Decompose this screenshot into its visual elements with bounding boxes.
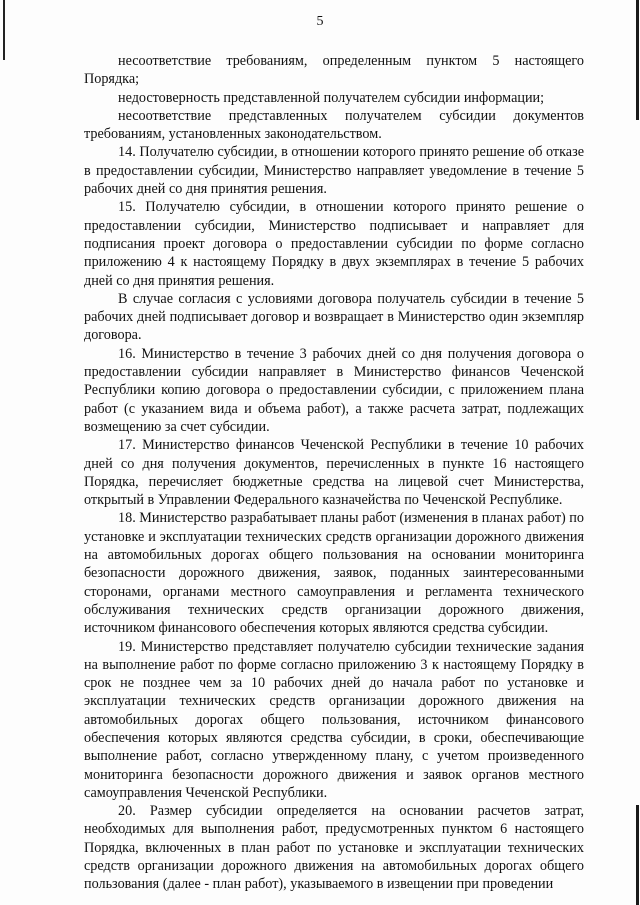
- page-number: 5: [316, 14, 324, 29]
- paragraph-unreliable-information: недостоверность представленной получателем субсидии информации;: [118, 89, 545, 106]
- scan-right-edge-bottom: [636, 805, 639, 905]
- paragraph-15: 15. Получателю субсидии, в отношении которого принято решение о предоставлении субсидии, Министерство подписывает и направляет для подписания проект договора о предоставлении субсидии по форме согласно приложению 4 к настоящему Порядку в двух экземплярах в течение 5 рабочих дней со дня принятия решения.: [84, 199, 584, 289]
- paragraph-15-consent: В случае согласия с условиями договора получатель субсидии в течение 5 рабочих дней подписывает договор и возвращает в Министерство один экземпляр договора.: [84, 290, 584, 344]
- paragraph-noncompliance-documents: несоответствие представленных получателем субсидии документов требованиям, установленных законодательством.: [84, 107, 584, 143]
- paragraph-19: 19. Министерство представляет получателю субсидии технические задания на выполнение работ по форме согласно приложению 3 к настоящему Порядку в срок не позднее чем за 10 рабочих дней до начала работ по установке и эксплуатации технических средств организации дорожного движения на автомобильных дорогах общего пользования, источником финансового обеспечения которых являются средства субсидии, в сроки, обеспечивающие выполнение работ, согласно утвержденному плану, с учетом произведенного мониторинга безопасности дорожного движения и заявок органов местного самоуправления Чеченской Республики.: [84, 638, 584, 801]
- paragraph-14: 14. Получателю субсидии, в отношении которого принято решение об отказе в предоставлении субсидии, Министерство направляет уведомление в течение 5 рабочих дней со дня принятия решения.: [84, 144, 584, 198]
- document-body: [84, 52, 584, 894]
- paragraph-20: 20. Размер субсидии определяется на основании расчетов затрат, необходимых для выполнения работ, предусмотренных пунктом 6 настоящего Порядка, включенных в план работ по установке и эксплуатации технических средств организации дорожного движения на автомобильных дорогах общего пользования (далее - план работ), указываемого в извещении при проведении: [84, 803, 584, 893]
- paragraph-17: 17. Министерство финансов Чеченской Республики в течение 10 рабочих дней со дня получения документов, перечисленных в пункте 16 настоящего Порядка, перечисляет бюджетные средства на лицевой счет Министерства, открытый в Управлении Федерального казначейства по Чеченской Республике.: [84, 437, 584, 509]
- scan-left-edge: [3, 0, 5, 60]
- paragraph-18: 18. Министерство разрабатывает планы работ (изменения в планах работ) по установке и эксплуатации технических средств организации дорожного движения на автомобильных дорогах общего пользования на основании мониторинга безопасности дорожного движения, заявок, поданных заинтересованными сторонами, органами местного самоуправления и регламента технического обслуживания технических средств организации дорожного движения, источником финансового обеспечения которых являются средства субсидии.: [84, 510, 584, 637]
- paragraph-noncompliance-requirements: несоответствие требованиям, определенным пунктом 5 настоящего Порядка;: [84, 53, 584, 88]
- paragraph-16: 16. Министерство в течение 3 рабочих дней со дня получения договора о предоставлении субсидии направляет в Министерство финансов Чеченской Республики копию договора о предоставлении субсидии, с приложением плана работ (с указанием вида и объема работ), а также расчета затрат, подлежащих возмещению за счет субсидии.: [84, 345, 584, 435]
